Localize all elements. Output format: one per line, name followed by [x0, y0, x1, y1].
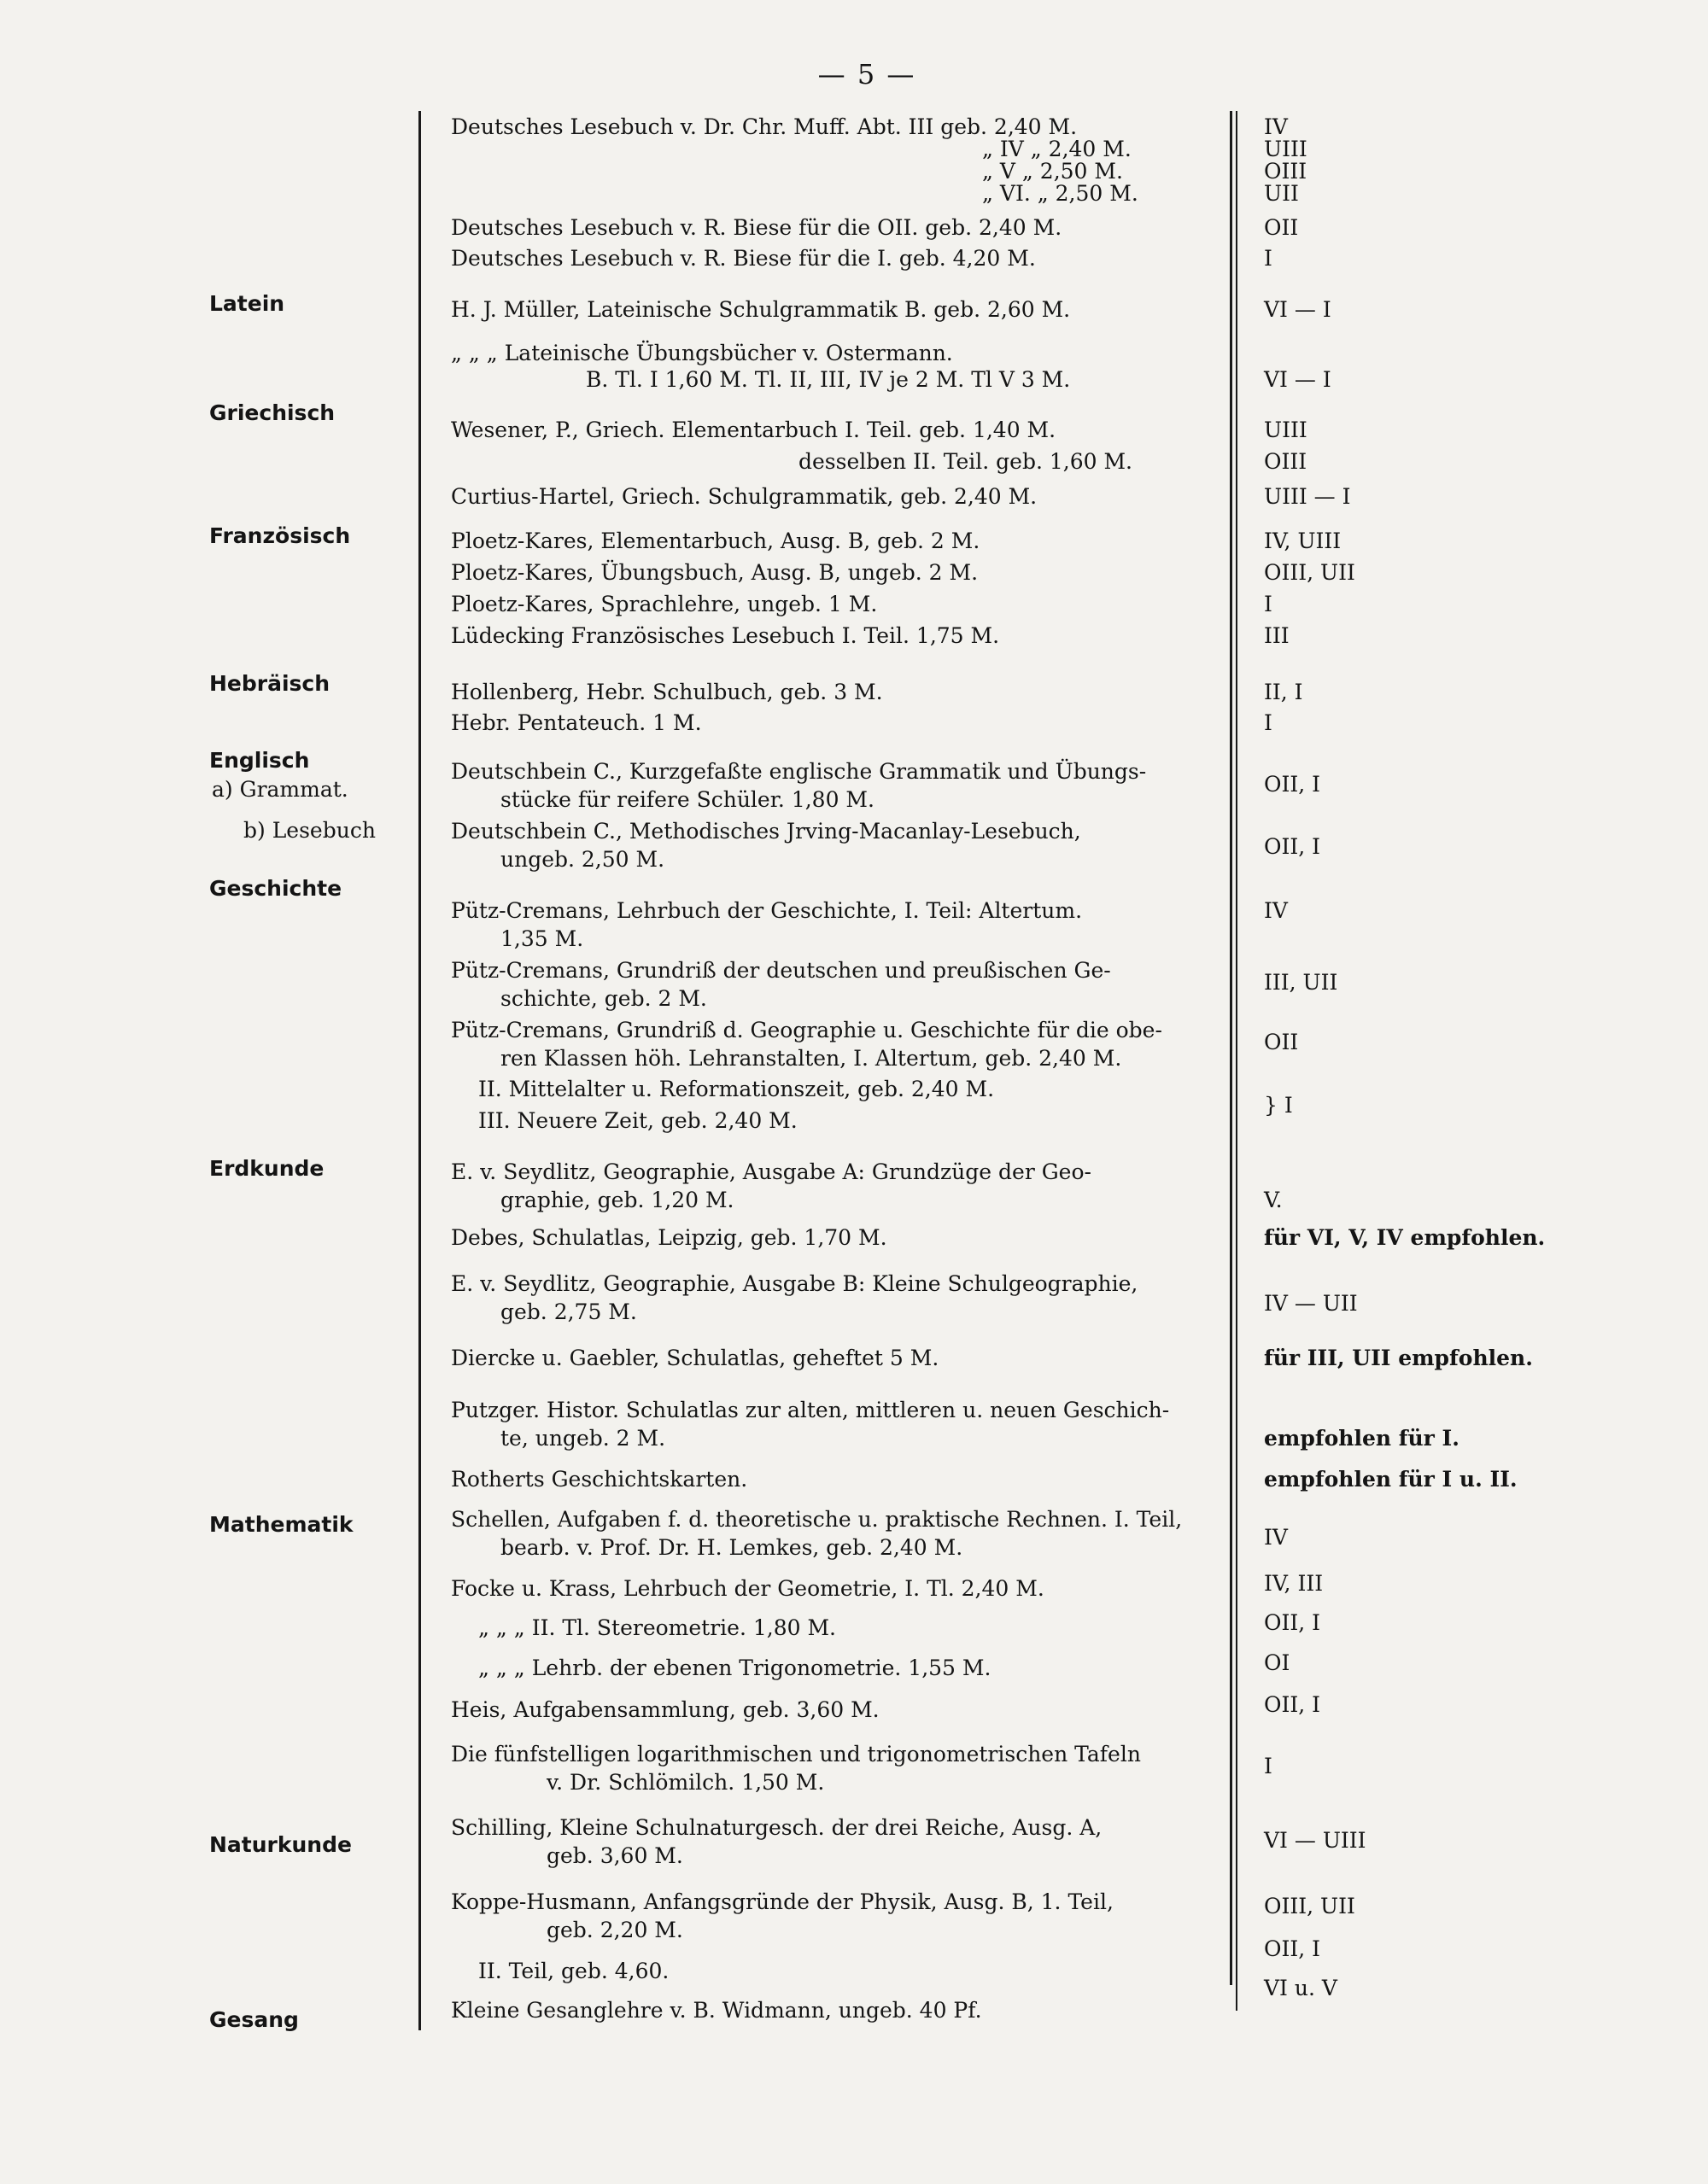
subject-griechisch: Griechisch [209, 400, 336, 425]
grade-label: IV, UIII [1264, 528, 1342, 553]
book-entry-line: III. Neuere Zeit, geb. 2,40 M. [478, 1108, 798, 1133]
book-entry-line: 1,35 M. [500, 926, 584, 951]
grade-label: VI — UIII [1264, 1828, 1366, 1853]
grade-label: IV — UII [1264, 1291, 1358, 1316]
book-entry-line: bearb. v. Prof. Dr. H. Lemkes, geb. 2,40 M. [500, 1535, 963, 1560]
book-entry-line: Deutschbein C., Methodisches Jrving-Macanlay-Lesebuch, [451, 819, 1081, 844]
page-number: — 5 — [817, 58, 916, 91]
subject-erdkunde: Erdkunde [209, 1156, 325, 1181]
book-entry-line: Deutschbein C., Kurzgefaßte englische Grammatik und Übungs- [451, 759, 1147, 784]
grade-label: OII [1264, 1030, 1299, 1054]
grade-label: UIII — I [1264, 484, 1351, 509]
grade-label: OII [1264, 215, 1299, 240]
grade-label: III, UII [1264, 970, 1338, 995]
grade-label: für III, UII empfohlen. [1264, 1346, 1533, 1370]
book-entry-line: Focke u. Krass, Lehrbuch der Geometrie, I. Tl. 2,40 M. [451, 1576, 1044, 1601]
book-entry-line: E. v. Seydlitz, Geographie, Ausgabe B: Kleine Schulgeographie, [451, 1271, 1138, 1296]
grade-label: UIII [1264, 137, 1307, 161]
book-entry-line: „ VI. „ 2,50 M. [982, 181, 1138, 206]
book-entry-line: Die fünfstelligen logarithmischen und trigonometrischen Tafeln [451, 1742, 1141, 1766]
grade-label: OIII, UII [1264, 1894, 1355, 1918]
subject-geschichte: Geschichte [209, 876, 342, 901]
book-entry-line: v. Dr. Schlömilch. 1,50 M. [547, 1770, 825, 1795]
subject-englisch-a: a) Grammat. [212, 777, 348, 802]
right-column-rule-2 [1236, 111, 1237, 2011]
grade-label: V. [1264, 1188, 1283, 1212]
grade-label: OII, I [1264, 772, 1321, 797]
book-entry-line: Ploetz-Kares, Sprachlehre, ungeb. 1 M. [451, 592, 878, 616]
subject-englisch: Englisch [209, 748, 310, 773]
right-column-rule-1 [1230, 111, 1232, 1985]
subject-gesang: Gesang [209, 2007, 299, 2032]
grade-label: OII, I [1264, 834, 1321, 859]
grade-label: OII, I [1264, 1610, 1321, 1635]
book-entry-line: Pütz-Cremans, Grundriß der deutschen und preußischen Ge- [451, 958, 1111, 983]
book-entry-line: Lüdecking Französisches Lesebuch I. Teil. 1,75 M. [451, 623, 1000, 648]
book-entry-line: te, ungeb. 2 M. [500, 1426, 666, 1451]
grade-label: OI [1264, 1650, 1290, 1675]
book-entry-line: „ „ „ II. Tl. Stereometrie. 1,80 M. [478, 1615, 837, 1640]
grade-label: empfohlen für I. [1264, 1426, 1459, 1451]
subject-franzoesisch: Französisch [209, 523, 351, 548]
grade-label: I [1264, 592, 1272, 616]
book-entry-line: schichte, geb. 2 M. [500, 986, 707, 1011]
book-entry-line: H. J. Müller, Lateinische Schulgrammatik B. geb. 2,60 M. [451, 297, 1071, 322]
book-entry-line: Pütz-Cremans, Lehrbuch der Geschichte, I. Teil: Altertum. [451, 898, 1083, 923]
book-entry-line: Putzger. Histor. Schulatlas zur alten, mittleren u. neuen Geschich- [451, 1398, 1170, 1422]
grade-label: I [1264, 1754, 1272, 1778]
grade-label: IV [1264, 1525, 1288, 1550]
book-entry-line: Hebr. Pentateuch. 1 M. [451, 710, 702, 735]
subject-hebraeisch: Hebräisch [209, 671, 330, 696]
book-entry-line: Curtius-Hartel, Griech. Schulgrammatik, geb. 2,40 M. [451, 484, 1038, 509]
book-entry-line: Ploetz-Kares, Übungsbuch, Ausg. B, ungeb. 2 M. [451, 560, 979, 585]
grade-label: IV, III [1264, 1571, 1324, 1596]
book-entry-line: ungeb. 2,50 M. [500, 847, 665, 872]
book-entry-line: Wesener, P., Griech. Elementarbuch I. Teil. geb. 1,40 M. [451, 418, 1056, 442]
grade-label: VI u. V [1264, 1976, 1337, 2000]
subject-naturkunde: Naturkunde [209, 1832, 352, 1857]
book-entry-line: Koppe-Husmann, Anfangsgründe der Physik, Ausg. B, 1. Teil, [451, 1889, 1114, 1914]
grade-label: OIII, UII [1264, 560, 1355, 585]
book-entry-line: Diercke u. Gaebler, Schulatlas, geheftet 5 M. [451, 1346, 939, 1370]
subject-latein: Latein [209, 291, 285, 316]
book-entry-line: Schilling, Kleine Schulnaturgesch. der drei Reiche, Ausg. A, [451, 1815, 1103, 1840]
grade-label: IV [1264, 898, 1288, 923]
book-entry-line: B. Tl. I 1,60 M. Tl. II, III, IV je 2 M. Tl V 3 M. [586, 367, 1071, 392]
book-entry-line: geb. 2,20 M. [547, 1918, 683, 1942]
book-entry-line: Deutsches Lesebuch v. R. Biese für die OII. geb. 2,40 M. [451, 215, 1062, 240]
grade-label: OIII [1264, 159, 1307, 184]
book-entry-line: Kleine Gesanglehre v. B. Widmann, ungeb. 40 Pf. [451, 1998, 982, 2023]
book-entry-line: E. v. Seydlitz, Geographie, Ausgabe A: Grundzüge der Geo- [451, 1159, 1091, 1184]
book-entry-line: Rotherts Geschichtskarten. [451, 1467, 748, 1492]
book-entry-line: Heis, Aufgabensammlung, geb. 3,60 M. [451, 1697, 880, 1722]
book-entry-line: II. Mittelalter u. Reformationszeit, geb. 2,40 M. [478, 1077, 995, 1101]
book-entry-line: „ IV „ 2,40 M. [982, 137, 1132, 161]
grade-label: UIII [1264, 418, 1307, 442]
book-entry-line: „ „ „ Lehrb. der ebenen Trigonometrie. 1,55 M. [478, 1656, 991, 1680]
book-entry-line: desselben II. Teil. geb. 1,60 M. [798, 449, 1133, 474]
left-column-rule [418, 111, 421, 2030]
grade-label: IV [1264, 114, 1288, 139]
book-entry-line: „ „ „ Lateinische Übungsbücher v. Ostermann. [451, 341, 953, 365]
subject-mathematik: Mathematik [209, 1512, 354, 1537]
book-entry-line: stücke für reifere Schüler. 1,80 M. [500, 787, 874, 812]
grade-label: } I [1264, 1093, 1293, 1118]
grade-label: OII, I [1264, 1692, 1321, 1717]
book-entry-line: graphie, geb. 1,20 M. [500, 1188, 734, 1212]
grade-label: empfohlen für I u. II. [1264, 1467, 1518, 1492]
book-entry-line: II. Teil, geb. 4,60. [478, 1959, 670, 1983]
subject-englisch-b: b) Lesebuch [243, 818, 376, 843]
book-entry-line: Hollenberg, Hebr. Schulbuch, geb. 3 M. [451, 680, 883, 704]
grade-label: VI — I [1264, 297, 1331, 322]
grade-label: I [1264, 246, 1272, 271]
grade-label: OIII [1264, 449, 1307, 474]
book-entry-line: Schellen, Aufgaben f. d. theoretische u. praktische Rechnen. I. Teil, [451, 1507, 1183, 1532]
grade-label: OII, I [1264, 1936, 1321, 1961]
book-entry-line: Ploetz-Kares, Elementarbuch, Ausg. B, geb. 2 M. [451, 528, 980, 553]
book-entry-line: Deutsches Lesebuch v. R. Biese für die I. geb. 4,20 M. [451, 246, 1036, 271]
grade-label: VI — I [1264, 367, 1331, 392]
grade-label: UII [1264, 181, 1299, 206]
grade-label: II, I [1264, 680, 1303, 704]
book-entry-line: Debes, Schulatlas, Leipzig, geb. 1,70 M. [451, 1225, 887, 1250]
book-entry-line: „ V „ 2,50 M. [982, 159, 1123, 184]
book-entry-line: geb. 2,75 M. [500, 1299, 637, 1324]
grade-label: III [1264, 623, 1290, 648]
book-entry-line: geb. 3,60 M. [547, 1843, 683, 1868]
book-entry-line: Pütz-Cremans, Grundriß d. Geographie u. Geschichte für die obe- [451, 1018, 1162, 1042]
grade-label: für VI, V, IV empfohlen. [1264, 1225, 1546, 1250]
book-entry-line: Deutsches Lesebuch v. Dr. Chr. Muff. Abt. III geb. 2,40 M. [451, 114, 1078, 139]
grade-label: I [1264, 710, 1272, 735]
book-entry-line: ren Klassen höh. Lehranstalten, I. Altertum, geb. 2,40 M. [500, 1046, 1122, 1071]
